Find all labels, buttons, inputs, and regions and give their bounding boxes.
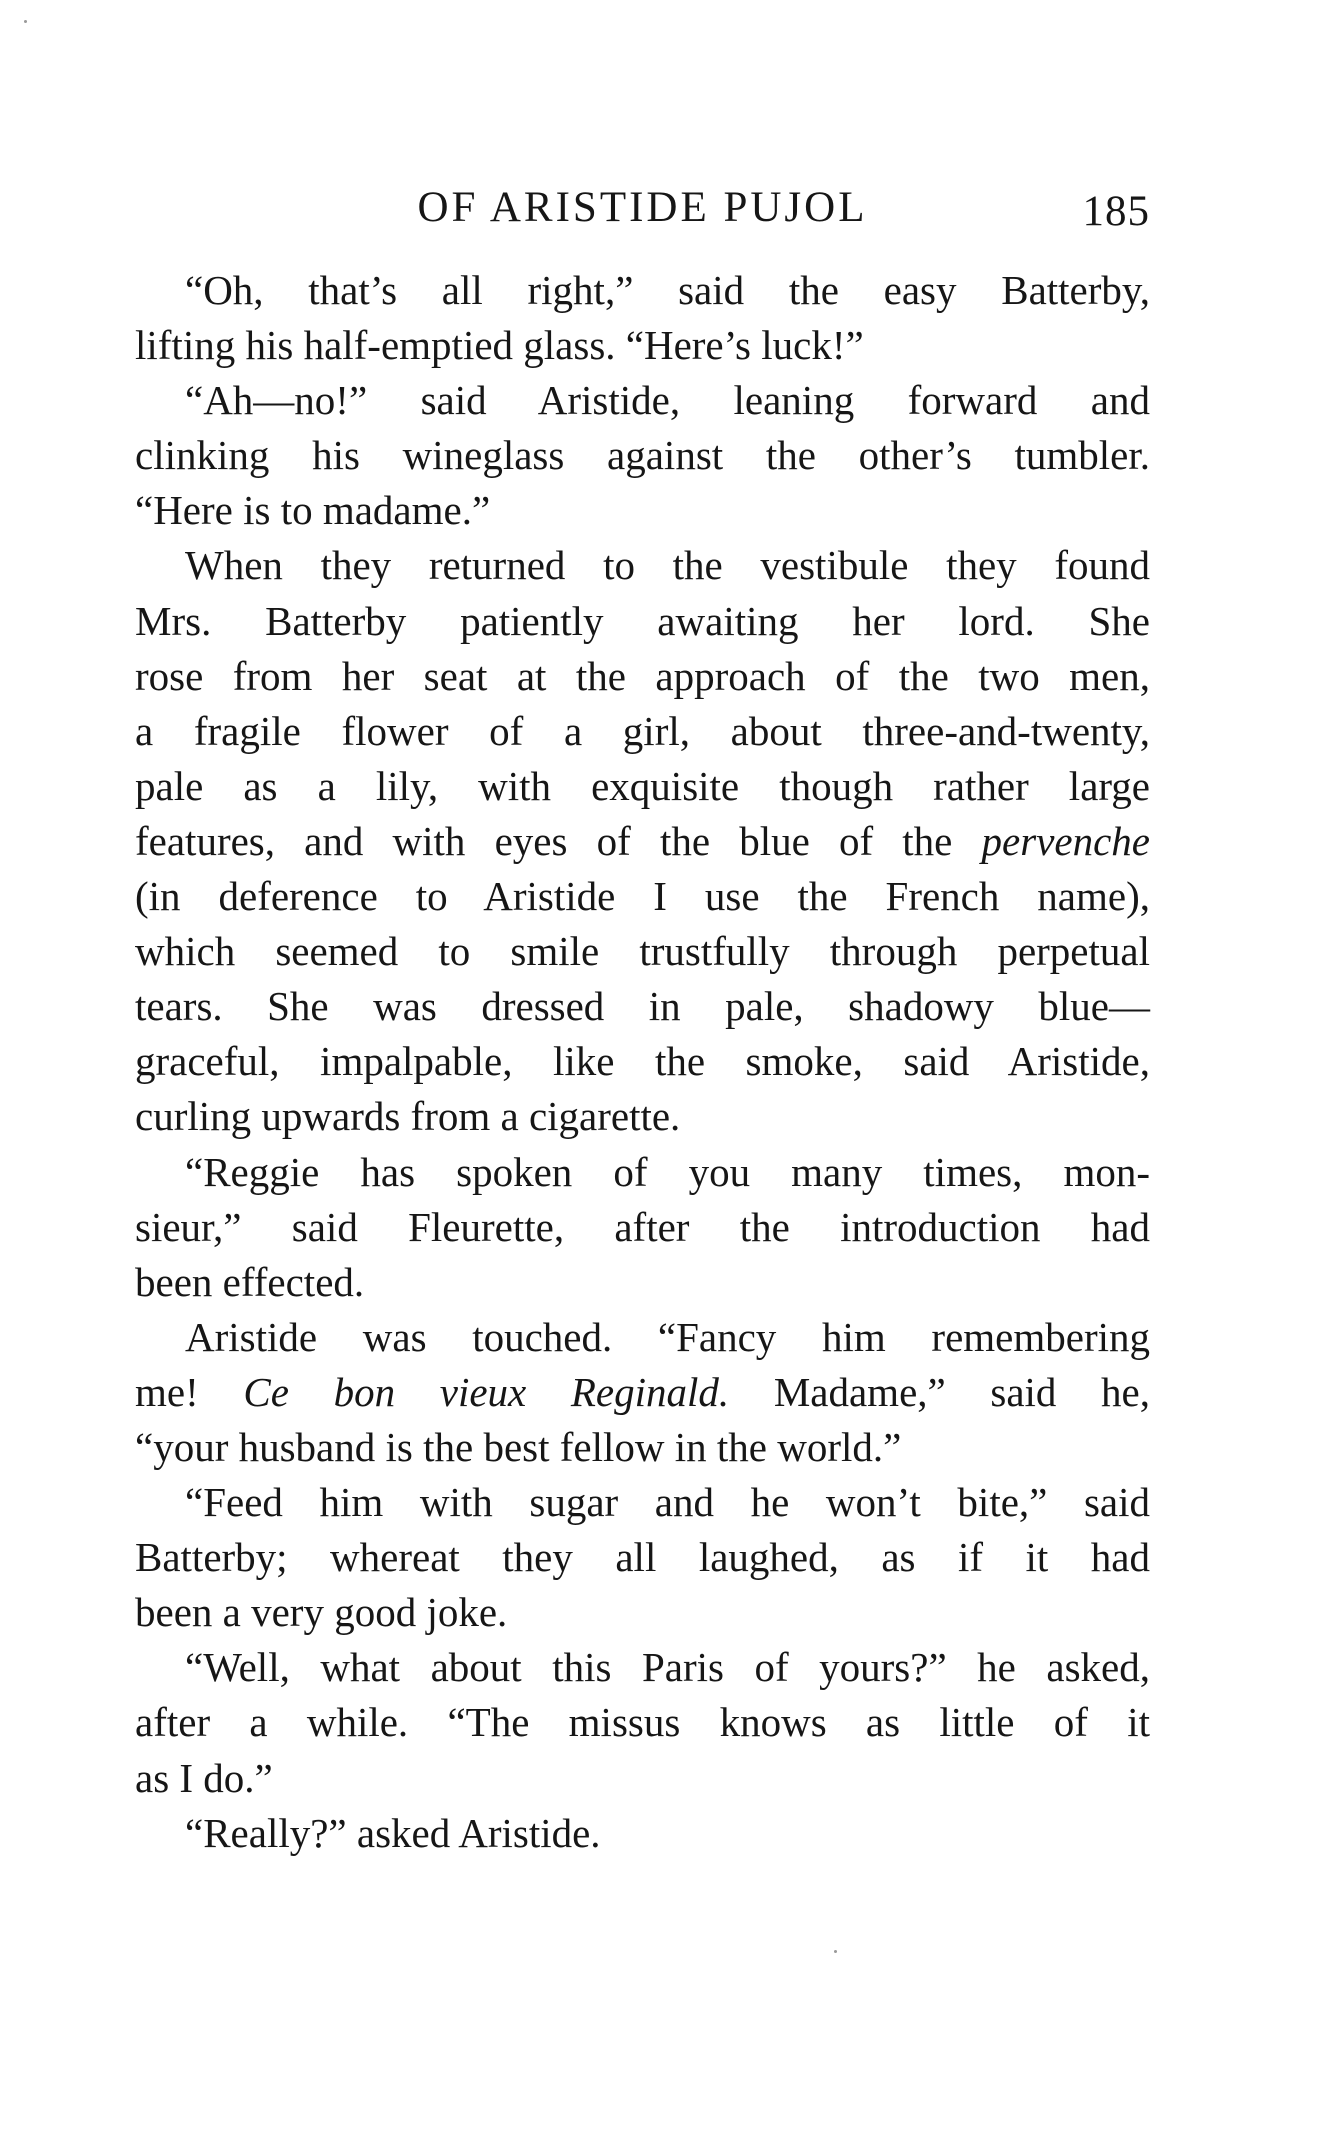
text-segment: “Oh, that’s all right,” said the easy Batterby, [185, 267, 1150, 313]
text-line [135, 1089, 1150, 1144]
text-line [135, 1695, 1150, 1750]
text-segment: Aristide was touched. “Fancy him remembering [185, 1313, 1150, 1360]
text-segment: after a while. “The missus knows as little of it [135, 1699, 1150, 1746]
text-segment: rose from her seat at the approach of the two men, [135, 652, 1150, 699]
text-segment: lifting his half-emptied glass. “Here’s luck!” [135, 322, 864, 369]
text-line [135, 759, 1150, 814]
text-segment: features, and with eyes of the blue of the [135, 817, 982, 864]
text-segment: as I do.” [135, 1754, 273, 1801]
body-text [135, 263, 1150, 1861]
text-segment: been a very good joke. [135, 1589, 508, 1636]
text-line [135, 1034, 1150, 1089]
text-line [135, 924, 1150, 979]
text-segment: which seemed to smile trustfully through perpetual [135, 928, 1150, 975]
text-line [135, 1145, 1150, 1200]
text-line [135, 1585, 1150, 1640]
text-segment: When they returned to the vestibule they found [185, 542, 1150, 589]
text-line [135, 1310, 1150, 1365]
text-line [135, 1751, 1150, 1806]
text-line [135, 814, 1150, 869]
text-segment: Madame,” said he, [729, 1368, 1151, 1415]
text-line [135, 594, 1150, 649]
text-line [135, 1420, 1150, 1475]
text-line [135, 1200, 1150, 1255]
text-segment: clinking his wineglass against the other’s tumbler. [135, 432, 1150, 479]
text-segment: (in deference to Aristide I use the French name), [135, 873, 1150, 920]
text-segment: “your husband is the best fellow in the world.” [135, 1423, 902, 1470]
text-line [135, 704, 1150, 759]
text-segment: “Really?” asked Aristide. [185, 1809, 601, 1856]
text-line [135, 373, 1150, 428]
italic-text: Ce bon vieux Reginald. [243, 1368, 730, 1415]
text-segment: “Well, what about this Paris of yours?” he asked, [185, 1644, 1150, 1691]
text-segment: “Here is to madame.” [135, 487, 491, 534]
text-segment: Mrs. Batterby patiently awaiting her lord. She [135, 597, 1150, 644]
text-line [135, 538, 1150, 593]
text-segment: graceful, impalpable, like the smoke, said Aristide, [135, 1038, 1150, 1085]
text-line [135, 869, 1150, 924]
text-segment: pale as a lily, with exquisite though rather large [135, 762, 1150, 809]
text-line [135, 318, 1150, 373]
text-line [135, 1365, 1150, 1420]
text-line [135, 1255, 1150, 1310]
text-segment: Batterby; whereat they all laughed, as if it had [135, 1534, 1150, 1581]
page-number: 185 [1082, 188, 1150, 235]
text-segment: tears. She was dressed in pale, shadowy blue— [135, 983, 1150, 1030]
text-line [135, 428, 1150, 483]
text-line [135, 1475, 1150, 1530]
text-line [135, 1640, 1150, 1695]
text-segment: “Reggie has spoken of you many times, mon- [185, 1148, 1150, 1195]
text-segment: been effected. [135, 1258, 365, 1305]
text-line [135, 263, 1150, 318]
text-segment: sieur,” said Fleurette, after the introduction had [135, 1203, 1150, 1250]
text-line [135, 649, 1150, 704]
text-segment: me! [135, 1368, 244, 1415]
text-line [135, 1530, 1150, 1585]
italic-text: pervenche [981, 817, 1150, 864]
text-segment: a fragile flower of a girl, about three-and-twenty, [135, 707, 1150, 754]
running-head [135, 178, 1150, 238]
text-line [135, 1806, 1150, 1861]
paper-speck [834, 1950, 837, 1953]
text-segment: curling upwards from a cigarette. [135, 1093, 681, 1140]
text-segment: “Feed him with sugar and he won’t bite,” said [185, 1479, 1150, 1526]
text-line [135, 483, 1150, 538]
text-line [135, 979, 1150, 1034]
running-title: OF ARISTIDE PUJOL [417, 184, 868, 231]
paper-speck [24, 20, 27, 23]
text-segment: “Ah—no!” said Aristide, leaning forward and [185, 377, 1150, 424]
